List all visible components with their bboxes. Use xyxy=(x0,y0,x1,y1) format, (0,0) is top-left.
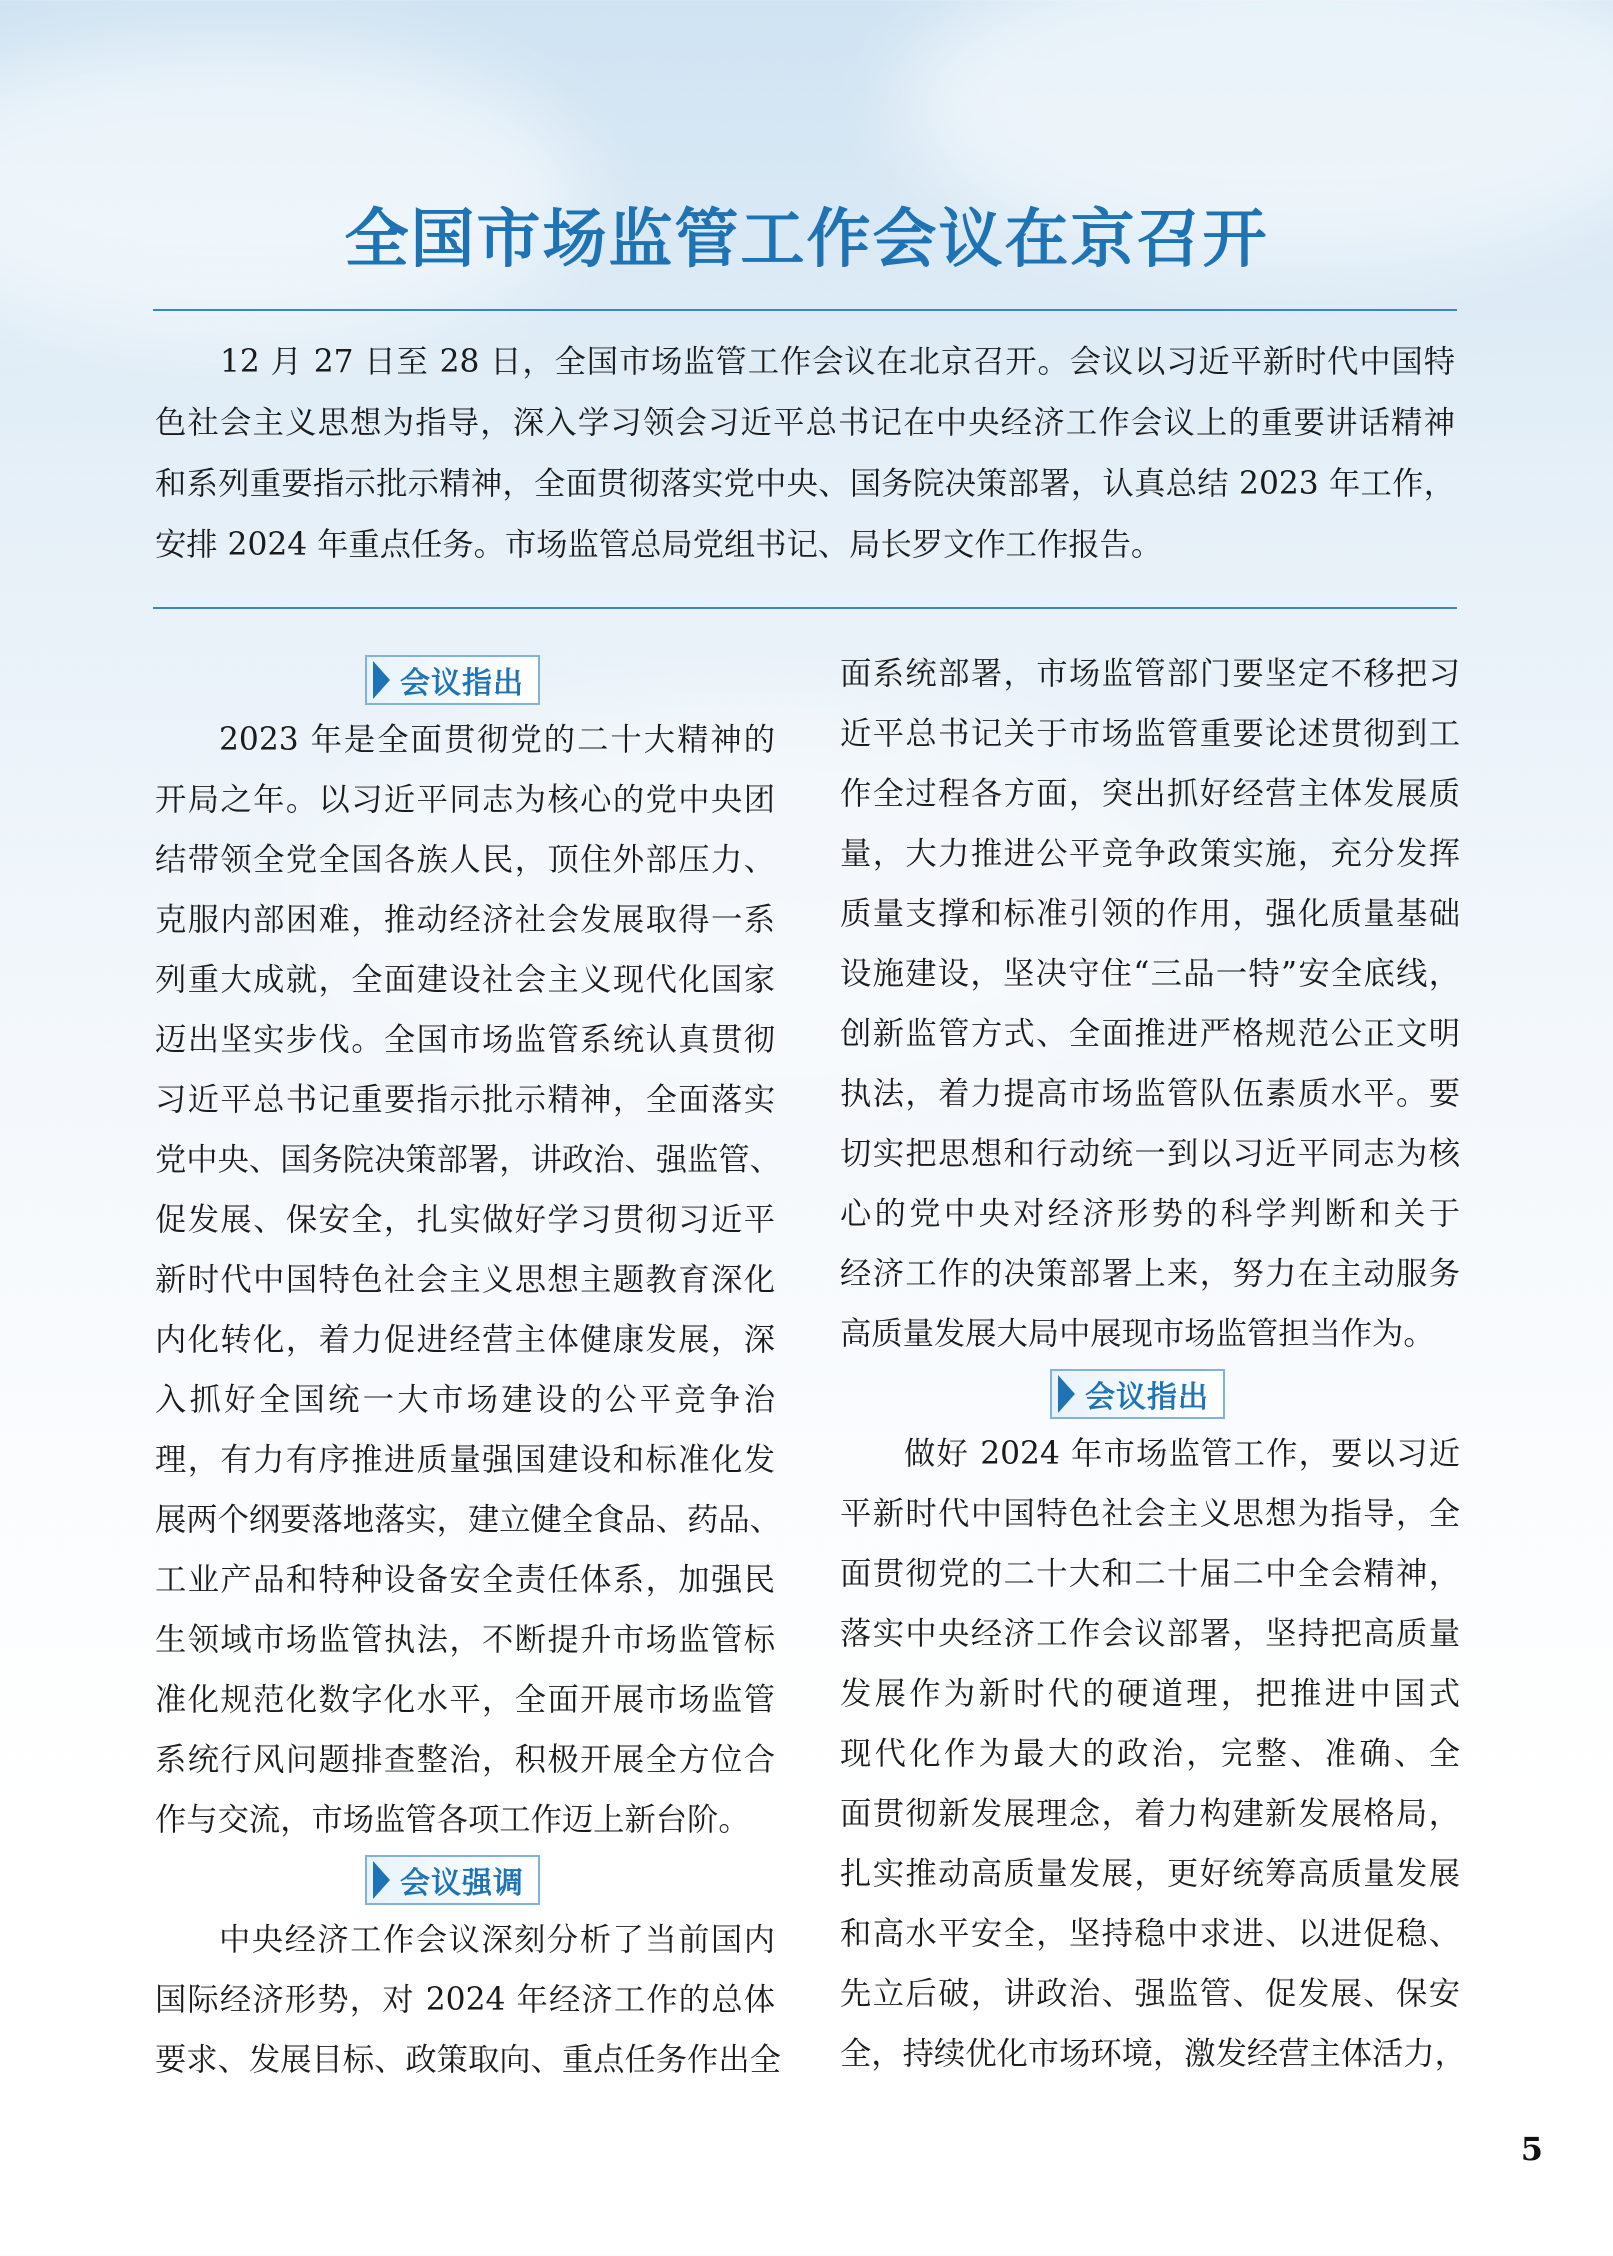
body-line: 扎实推动高质量发展，更好统筹高质量发展 xyxy=(840,1856,1460,1892)
body-line: 中央经济工作会议深刻分析了当前国内 xyxy=(219,1922,775,1958)
intro-line: 色社会主义思想为指导，深入学习领会习近平总书记在中央经济工作会议上的重要讲话精神 xyxy=(155,405,1455,441)
left-column xyxy=(155,650,781,2090)
page-number: 5 xyxy=(1520,2130,1543,2168)
section-heading-text: 会议强调 xyxy=(400,1866,524,1901)
body-line: 质量支撑和标准引领的作用，强化质量基础 xyxy=(840,896,1460,932)
body-line: 先立后破，讲政治、强监管、促发展、保安 xyxy=(840,1976,1460,2012)
section-heading-wrap xyxy=(155,1850,775,1910)
section-heading-tag xyxy=(365,655,540,705)
body-line: 落实中央经济工作会议部署，坚持把高质量 xyxy=(840,1616,1460,1652)
body-line: 切实把思想和行动统一到以习近平同志为核 xyxy=(840,1136,1460,1172)
body-line: 现代化作为最大的政治，完整、准确、全 xyxy=(840,1736,1460,1772)
intro-line: 安排 2024 年重点任务。市场监管总局党组书记、局长罗文作工作报告。 xyxy=(155,527,1163,563)
body-line: 经济工作的决策部署上来，努力在主动服务 xyxy=(840,1256,1460,1292)
body-line: 高质量发展大局中展现市场监管担当作为。 xyxy=(840,1316,1435,1352)
body-line: 生领域市场监管执法，不断提升市场监管标 xyxy=(155,1622,775,1658)
body-line: 面贯彻党的二十大和二十届二中全会精神， xyxy=(840,1556,1460,1592)
section-heading-text: 会议指出 xyxy=(1085,1380,1209,1415)
body-line: 心的党中央对经济形势的科学判断和关于 xyxy=(840,1196,1460,1232)
body-line: 准化规范化数字化水平，全面开展市场监管 xyxy=(155,1682,775,1718)
body-line: 开局之年。以习近平同志为核心的党中央团 xyxy=(155,782,775,818)
right-column xyxy=(840,644,1466,2084)
body-line: 发展作为新时代的硬道理，把推进中国式 xyxy=(840,1676,1460,1712)
body-line: 结带领全党全国各族人民，顶住外部压力、 xyxy=(155,842,775,878)
top-divider xyxy=(153,309,1457,311)
section-heading-wrap xyxy=(840,1364,1460,1424)
section-heading-tag xyxy=(365,1855,540,1905)
body-line: 国际经济形势，对 2024 年经济工作的总体 xyxy=(155,1982,775,2018)
body-line: 平新时代中国特色社会主义思想为指导，全 xyxy=(840,1496,1460,1532)
intro-paragraph xyxy=(155,332,1455,576)
body-line: 作与交流，市场监管各项工作迈上新台阶。 xyxy=(155,1802,750,1838)
section-heading-wrap xyxy=(155,650,775,710)
intro-line: 和系列重要指示批示精神，全面贯彻落实党中央、国务院决策部署，认真总结 2023 年工作， xyxy=(155,466,1455,502)
body-line: 促发展、保安全，扎实做好学习贯彻习近平 xyxy=(155,1202,775,1238)
body-line: 作全过程各方面，突出抓好经营主体发展质 xyxy=(840,776,1460,812)
body-line: 工业产品和特种设备安全责任体系，加强民 xyxy=(155,1562,775,1598)
body-line: 新时代中国特色社会主义思想主题教育深化 xyxy=(155,1262,775,1298)
body-line: 全，持续优化市场环境，激发经营主体活力， xyxy=(840,2036,1466,2072)
body-line: 习近平总书记重要指示批示精神，全面落实 xyxy=(155,1082,775,1118)
body-line: 党中央、国务院决策部署，讲政治、强监管、 xyxy=(155,1142,781,1178)
section-heading-text: 会议指出 xyxy=(400,666,524,701)
body-line: 要求、发展目标、政策取向、重点任务作出全 xyxy=(155,2042,781,2078)
body-line: 理，有力有序推进质量强国建设和标准化发 xyxy=(155,1442,775,1478)
triangle-arrow-icon xyxy=(1058,1375,1075,1413)
section-heading-tag xyxy=(1050,1369,1225,1419)
triangle-arrow-icon xyxy=(373,661,390,699)
body-line: 面系统部署，市场监管部门要坚定不移把习 xyxy=(840,656,1460,692)
bottom-divider xyxy=(153,607,1457,609)
body-line: 迈出坚实步伐。全国市场监管系统认真贯彻 xyxy=(155,1022,775,1058)
body-line: 和高水平安全，坚持稳中求进、以进促稳、 xyxy=(840,1916,1460,1952)
body-line: 2023 年是全面贯彻党的二十大精神的 xyxy=(219,722,775,758)
body-line: 克服内部困难，推动经济社会发展取得一系 xyxy=(155,902,775,938)
body-line: 入抓好全国统一大市场建设的公平竞争治 xyxy=(155,1382,775,1418)
body-line: 内化转化，着力促进经营主体健康发展，深 xyxy=(155,1322,775,1358)
page-title: 全国市场监管工作会议在京召开 xyxy=(344,203,1269,277)
body-line: 列重大成就，全面建设社会主义现代化国家 xyxy=(155,962,775,998)
intro-line: 12 月 27 日至 28 日，全国市场监管工作会议在北京召开。会议以习近平新时代中国特 xyxy=(220,344,1455,380)
body-line: 系统行风问题排查整治，积极开展全方位合 xyxy=(155,1742,775,1778)
body-line: 创新监管方式、全面推进严格规范公正文明 xyxy=(840,1016,1460,1052)
body-line: 面贯彻新发展理念，着力构建新发展格局， xyxy=(840,1796,1460,1832)
body-line: 执法，着力提高市场监管队伍素质水平。要 xyxy=(840,1076,1460,1112)
body-line: 做好 2024 年市场监管工作，要以习近 xyxy=(904,1436,1460,1472)
body-line: 量，大力推进公平竞争政策实施，充分发挥 xyxy=(840,836,1460,872)
body-line: 近平总书记关于市场监管重要论述贯彻到工 xyxy=(840,716,1460,752)
triangle-arrow-icon xyxy=(373,1861,390,1899)
body-line: 展两个纲要落地落实，建立健全食品、药品、 xyxy=(155,1502,781,1538)
body-line: 设施建设，坚决守住“三品一特”安全底线， xyxy=(840,956,1460,992)
